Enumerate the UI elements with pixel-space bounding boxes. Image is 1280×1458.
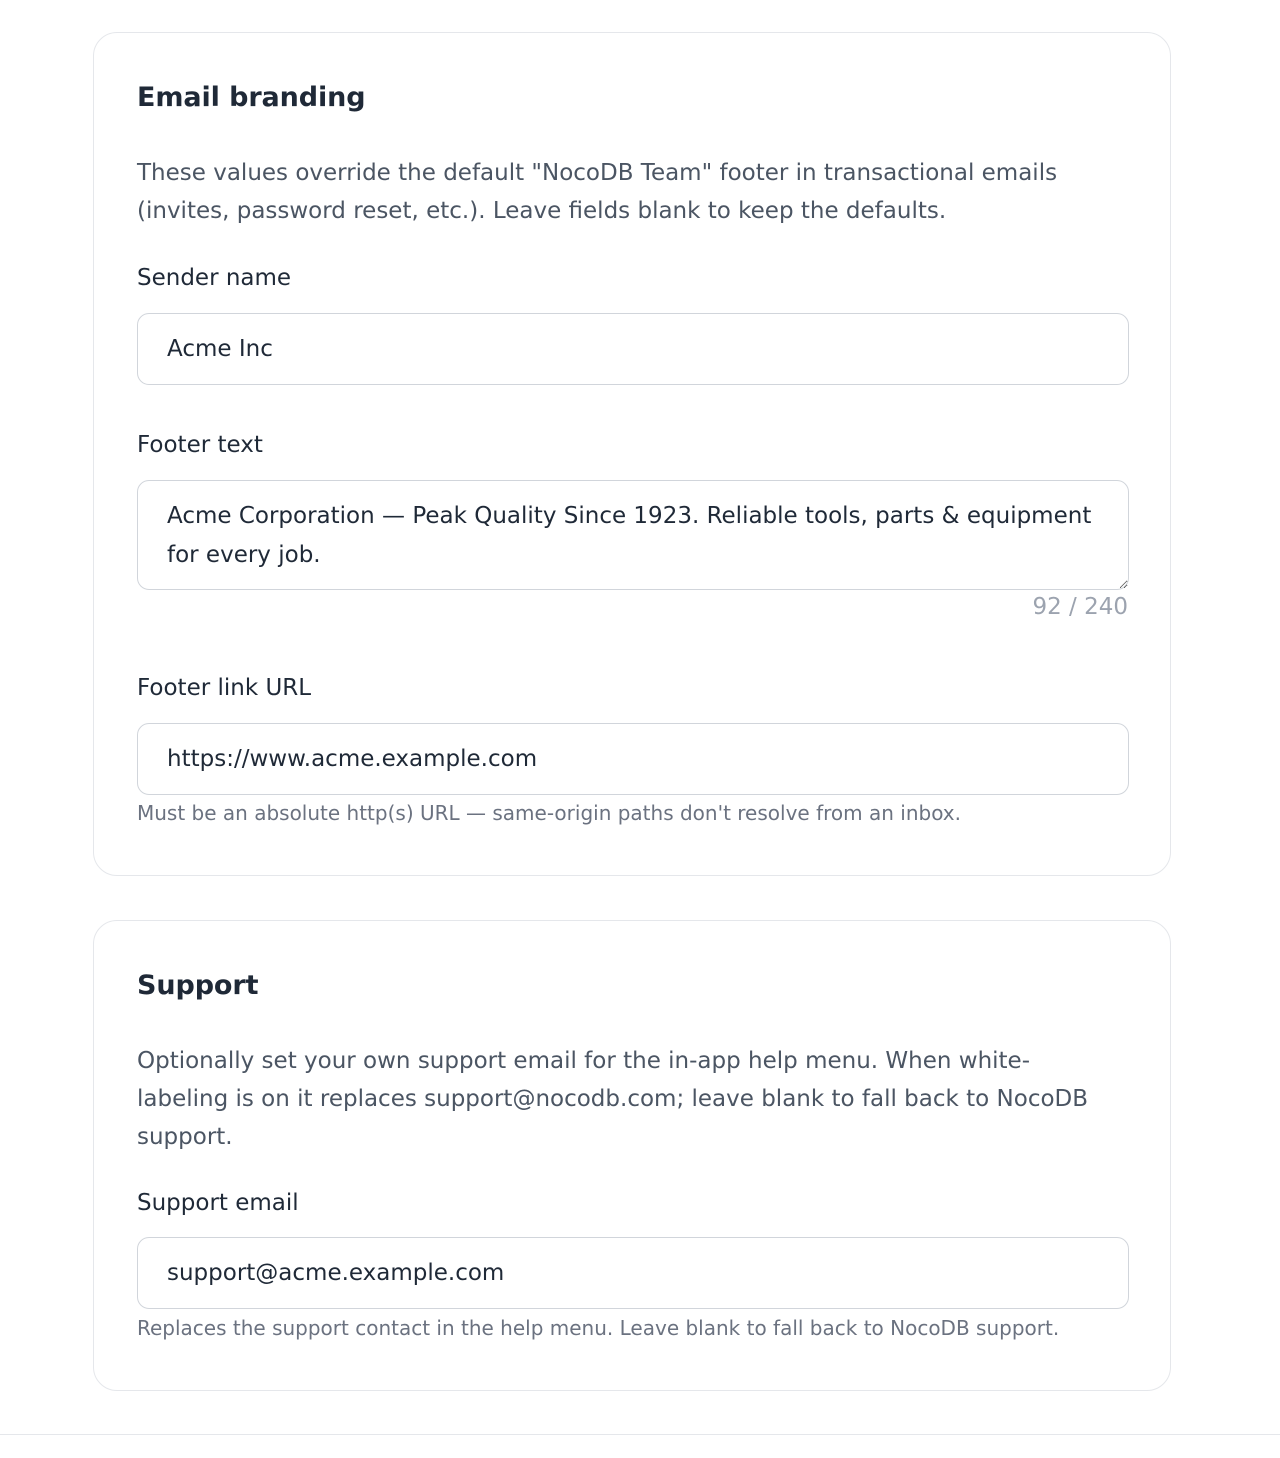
support-description: Optionally set your own support email for the in-app help menu. When white-labeling is on it replaces support@nocodb.com; leave blank to fall back to NocoDB support. — [137, 1048, 1089, 1150]
footer-link-url-label: Footer link URL — [137, 675, 312, 701]
sender-name-input[interactable] — [137, 313, 1129, 385]
sender-name-label: Sender name — [137, 265, 292, 291]
support-email-label: Support email — [137, 1190, 299, 1216]
footer-link-url-input[interactable] — [137, 723, 1129, 795]
support-title: Support — [137, 970, 259, 1001]
support-email-input[interactable] — [137, 1237, 1129, 1309]
email-branding-description: These values override the default "NocoDB Team" footer in transactional emails (invites, password reset, etc.). Leave fields blank to keep the defaults. — [137, 160, 1058, 224]
footer-text-textarea[interactable] — [137, 480, 1129, 590]
footer-text-char-counter: 92 / 240 — [1032, 594, 1128, 620]
support-email-help: Replaces the support contact in the help menu. Leave blank to fall back to NocoDB support. — [137, 1316, 1060, 1340]
footer-link-url-help: Must be an absolute http(s) URL — same-origin paths don't resolve from an inbox. — [137, 801, 962, 825]
email-branding-card — [93, 32, 1171, 876]
footer-text-label: Footer text — [137, 432, 263, 458]
support-card — [93, 920, 1171, 1391]
email-branding-title: Email branding — [137, 82, 366, 113]
bottom-action-bar — [0, 1434, 1280, 1458]
